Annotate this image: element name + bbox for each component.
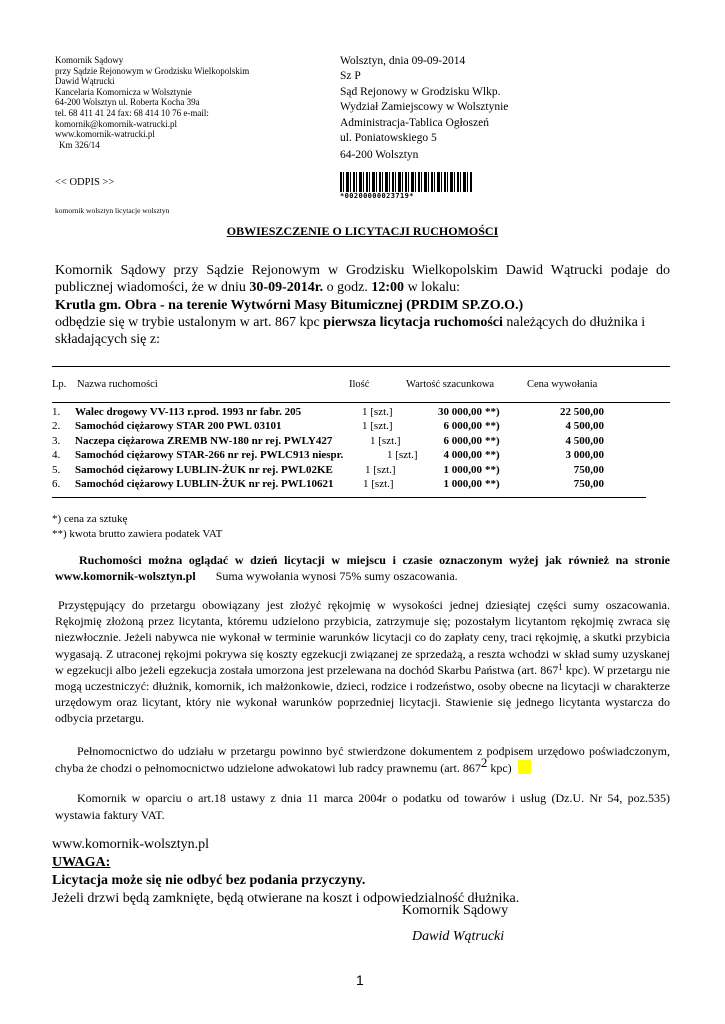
row-lp: 2.	[52, 420, 61, 433]
recipient-line: Administracja-Tablica Ogłoszeń	[340, 116, 489, 129]
barcode-text: *00200000023719*	[340, 192, 414, 200]
row-footnote: **)	[485, 406, 500, 418]
sender-line: 64-200 Wolsztyn ul. Roberta Kocha 39a	[55, 97, 200, 108]
footnote-sup: 2	[480, 754, 488, 770]
row-value: 1 000,00	[443, 477, 482, 490]
highlight-mark	[518, 760, 531, 774]
document-title: OBWIESZCZENIE O LICYTACJI RUCHOMOŚCI	[226, 224, 499, 238]
intro-text: odbędzie się w trybie ustalonym w art. 867 kpc	[55, 314, 324, 330]
row-value: 1 000,00	[443, 463, 482, 476]
recipient-line: ul. Poniatowskiego 5	[340, 132, 437, 145]
row-footnote: **)	[485, 449, 500, 462]
row-price: 4 500,00	[565, 420, 604, 433]
col-header-lp: Lp.	[52, 379, 67, 390]
signature-title: Komornik Sądowy	[402, 903, 509, 918]
row-name: Samochód ciężarowy LUBLIN-ŻUK nr rej. PWL10621	[75, 477, 334, 490]
footnotes	[52, 512, 222, 541]
warning-text: Licytacja może się nie odbyć bez podania przyczyny.	[52, 873, 366, 888]
row-price: 22 500,00	[560, 406, 604, 418]
power-of-attorney-paragraph	[55, 743, 670, 776]
row-qty: 1 [szt.]	[362, 406, 393, 418]
row-qty: 1 [szt.]	[370, 434, 401, 447]
viewing-paragraph	[55, 552, 670, 584]
place-date: Wolsztyn, dnia 09-09-2014	[340, 55, 466, 67]
recipient-line: Sąd Rejonowy w Grodzisku Wlkp.	[340, 85, 501, 98]
footnote-vat: **) kwota brutto zawiera podatek VAT	[52, 527, 223, 540]
recipient-line: Wydział Zamiejscowy w Wolsztynie	[340, 101, 509, 114]
footnote-sup: 1	[558, 661, 563, 672]
poa-text: Pełnomocnictwo do udziału w przetargu powinno być stwierdzone dokumentem z podpisem urzędowo poświadczonym, chyba że chodzi o pełnomocnictwo udzielone adwokatowi lub radcy prawnemu (art. 867	[55, 744, 670, 775]
sender-line: Komornik Sądowy	[55, 55, 124, 65]
vat-paragraph	[55, 790, 670, 823]
row-price: 750,00	[573, 463, 604, 476]
viewing-text: Ruchomości można oglądać w dzień licytacji w miejscu i czasie oznaczonym wyżej jak również na stronie www.komornik-wolsztyn.pl	[55, 553, 670, 583]
barcode-bars	[340, 172, 472, 192]
row-name: Walec drogowy VV-113 r.prod. 1993 nr fabr. 205	[75, 406, 302, 418]
case-number: Km 326/14	[59, 139, 100, 150]
row-price: 750,00	[573, 477, 604, 490]
table-top-rule	[52, 366, 670, 367]
poa-text: kpc)	[487, 760, 512, 775]
row-qty: 1 [szt.]	[362, 420, 393, 433]
row-value: 30 000,00	[438, 406, 482, 418]
row-price: 3 000,00	[565, 449, 604, 462]
vat-text: Komornik w oparciu o art.18 ustawy z dnia 11 marca 2004r o podatku od towarów i usług (Dz.U. Nr 54, poz.535) wystawia faktury VAT.	[55, 791, 670, 822]
row-qty: 1 [szt.]	[363, 477, 394, 490]
table-bottom-rule	[52, 497, 646, 498]
col-header-qty: Ilość	[349, 379, 370, 390]
sender-email: komornik@komornik-watrucki.pl	[55, 118, 178, 129]
row-footnote: **)	[485, 463, 500, 476]
barcode	[340, 172, 472, 202]
recipient-line: 64-200 Wolsztyn	[340, 149, 419, 162]
signature-name: Dawid Wątrucki	[412, 929, 505, 944]
warning-label: UWAGA:	[52, 855, 111, 870]
copy-mark: << ODPIS >>	[55, 177, 115, 188]
row-lp: 1.	[52, 406, 61, 418]
row-lp: 5.	[52, 463, 61, 476]
recipient-block	[340, 54, 508, 164]
intro-text: o godz.	[323, 280, 372, 296]
footer-website: www.komornik-wolsztyn.pl	[52, 837, 209, 852]
row-name: Samochód ciężarowy STAR-266 nr rej. PWLC913 niespr.	[75, 449, 344, 462]
row-value: 6 000,00	[443, 434, 482, 447]
recipient-line: Sz P	[340, 70, 361, 83]
intro-line: Komornik Sądowy przy Sądzie Rejonowym w Grodzisku Wielkopolskim Dawid Wątrucki podaje do	[55, 263, 670, 278]
row-footnote: **)	[485, 420, 500, 433]
sender-line: Dawid Wątrucki	[55, 76, 115, 87]
sender-block	[55, 55, 249, 150]
row-footnote: **)	[485, 434, 500, 447]
intro-text: w lokalu:	[404, 280, 461, 296]
col-header-name: Nazwa ruchomości	[77, 379, 158, 390]
col-header-price: Cena wywołania	[527, 379, 598, 390]
intro-line	[55, 279, 670, 296]
footer-block	[52, 836, 519, 908]
deposit-paragraph	[55, 597, 670, 727]
row-name: Naczepa ciężarowa ZREMB NW-180 nr rej. PWLY427	[75, 434, 333, 447]
reserve-price-text: Suma wywołania wynosi 75% sumy oszacowania.	[215, 569, 458, 583]
intro-paragraph	[55, 262, 670, 348]
auction-type: pierwsza licytacja ruchomości	[323, 314, 503, 330]
row-qty: 1 [szt.]	[365, 463, 396, 476]
sender-website: www.komornik-watrucki.pl	[55, 129, 155, 140]
row-value: 6 000,00	[443, 420, 482, 433]
intro-text: należących do dłużnika i	[502, 314, 646, 330]
auction-date: 30-09-2014r.	[249, 280, 324, 296]
intro-text: publicznej wiadomości, że w dniu	[55, 280, 250, 296]
row-lp: 6.	[52, 477, 61, 490]
sender-line: Kancelaria Komornicza w Wolsztynie	[55, 86, 192, 97]
deposit-text: kpc). W przetargu nie mogą uczestniczyć: dłużnik, komornik, ich małżonkowie, dzieci, rodzice i rodzeństwo, osoby obecne na licytacji w charakterze urzędowym oraz licytant, który nie wykonał warunków poprzedniej licytacji. Stawienie się jednego licytanta wystarcza do odbycia przetargu.	[55, 662, 670, 726]
row-qty: 1 [szt.]	[387, 449, 418, 462]
row-name: Samochód ciężarowy LUBLIN-ŻUK nr rej. PWL02KE	[75, 463, 333, 476]
auction-location: Krutla gm. Obra - na terenie Wytwórni Masy Bitumicznej (PRDIM SP.ZO.O.)	[55, 297, 524, 313]
row-lp: 3.	[52, 434, 61, 447]
row-price: 4 500,00	[565, 434, 604, 447]
table-header-rule	[52, 402, 670, 403]
row-name: Samochód ciężarowy STAR 200 PWL 03101	[75, 420, 282, 433]
row-footnote: **)	[485, 477, 500, 490]
intro-line: składających się z:	[55, 332, 160, 348]
sender-line: przy Sądzie Rejonowym w Grodzisku Wielkopolskim	[55, 65, 250, 76]
doors-note: Jeżeli drzwi będą zamknięte, będą otwierane na koszt i odpowiedzialność dłużnika.	[52, 891, 520, 906]
auction-time: 12:00	[371, 280, 405, 296]
row-lp: 4.	[52, 449, 61, 462]
intro-line	[55, 314, 670, 331]
row-value: 4 000,00	[443, 449, 482, 462]
sender-line: tel. 68 411 41 24 fax: 68 414 10 76 e-mail:	[55, 107, 209, 118]
deposit-text: Przystępujący do przetargu obowiązany jest złożyć rękojmię w wysokości jednej dziesiątej części sumy oszacowania. Rękojmię złożoną przez licytanta, któremu udzielono przybicia, zatrzymuje się; pozostałym licytantom rękojmię zwraca się niezwłocznie. Jeżeli nabywca nie wykonał w terminie warunków licytacji co do zapłaty ceny, traci rękojmię, a skutki przybicia wygasają. Z utraconej rękojmi pokrywa się koszty egzekucji związanej ze sprzedażą, a reszta wchodzi w skład sumy uzyskanej w egzekucji albo jeżeli egzekucja została umorzona jest przelewana na dochód Skarbu Państwa (art. 867	[55, 598, 670, 677]
page-number: 1	[356, 972, 364, 988]
keywords-note: komornik wolsztyn licytacje wolsztyn	[55, 206, 170, 215]
col-header-value: Wartość szacunkowa	[406, 379, 495, 390]
footnote-price-per-item: *) cena za sztukę	[52, 513, 128, 525]
